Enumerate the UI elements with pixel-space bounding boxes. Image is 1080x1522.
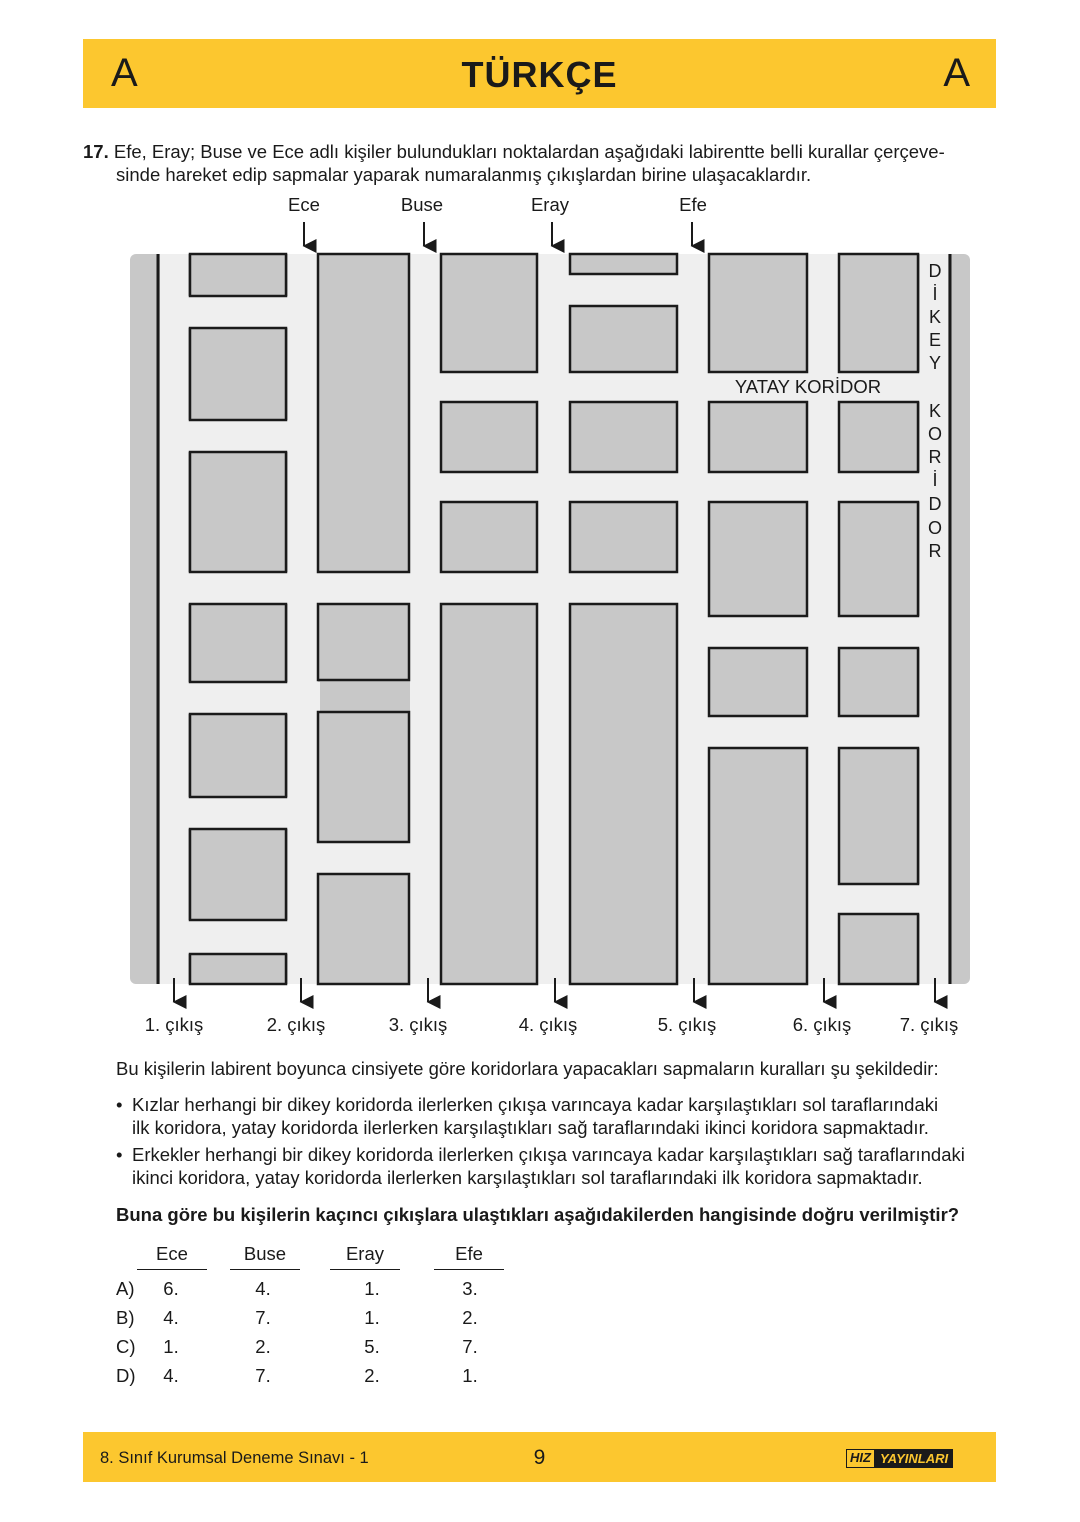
horizontal-corridor-label: YATAY KORİDOR xyxy=(734,376,882,397)
bullet-icon: • xyxy=(116,1144,123,1165)
logo-yayinlari: YAYINLARI xyxy=(875,1449,953,1468)
vertical-letter: K xyxy=(928,401,942,421)
vertical-letter: Y xyxy=(928,353,942,373)
vertical-letter: K xyxy=(928,307,942,327)
booklet-letter-right: A xyxy=(943,51,970,95)
vertical-letter: E xyxy=(928,330,942,350)
subject-title: TÜRKÇE xyxy=(461,54,618,95)
option-value: 1. xyxy=(364,1307,380,1328)
rule-boys xyxy=(116,1143,998,1189)
option-value: 3. xyxy=(462,1278,478,1299)
logo-hiz: HIZ xyxy=(846,1449,875,1468)
option-label: A) xyxy=(116,1278,135,1299)
answer-header-eray: Eray xyxy=(330,1243,400,1270)
exit-label-6: 6. çıkış xyxy=(792,1014,852,1035)
exit-label-7: 7. çıkış xyxy=(899,1014,959,1035)
start-arrows xyxy=(304,222,692,246)
option-value: 2. xyxy=(364,1365,380,1386)
option-value: 2. xyxy=(255,1336,271,1357)
exit-label-5: 5. çıkış xyxy=(657,1014,717,1035)
exit-label-1: 1. çıkış xyxy=(144,1014,204,1035)
vertical-letter: D xyxy=(928,261,942,281)
option-value: 7. xyxy=(255,1307,271,1328)
option-label: B) xyxy=(116,1307,135,1328)
question-number: 17. xyxy=(83,141,109,162)
answer-header-ece: Ece xyxy=(137,1243,207,1270)
vertical-letter: R xyxy=(928,541,942,561)
rules-intro: Bu kişilerin labirent boyunca cinsiyete göre koridorlara yapacakları sapmaların kuralları şu şekildedir: xyxy=(116,1058,939,1079)
vertical-letter: O xyxy=(927,424,943,444)
rule-girls-line-1: Kızlar herhangi bir dikey koridorda ilerlerken çıkışa varıncaya kadar karşılaştıkları sol taraflarındaki xyxy=(132,1094,939,1115)
vertical-letter: İ xyxy=(932,470,938,490)
start-label-buse: Buse xyxy=(400,194,444,215)
start-label-efe: Efe xyxy=(679,194,707,215)
start-label-eray: Eray xyxy=(530,194,570,215)
exit-label-4: 4. çıkış xyxy=(518,1014,578,1035)
option-value: 1. xyxy=(462,1365,478,1386)
page-number: 9 xyxy=(533,1446,546,1469)
option-label: D) xyxy=(116,1365,136,1386)
option-value: 4. xyxy=(255,1278,271,1299)
rule-girls-line-2: ilk koridora, yatay koridorda ilerlerken karşılaştıkları sağ taraflarındaki ikinci koridora sapmaktadır. xyxy=(132,1117,929,1138)
publisher-logo xyxy=(846,1449,953,1468)
booklet-letter-left: A xyxy=(111,51,138,95)
option-value: 6. xyxy=(163,1278,179,1299)
vertical-letter: D xyxy=(928,494,942,514)
vertical-letter: R xyxy=(928,447,942,467)
option-value: 7. xyxy=(462,1336,478,1357)
exit-label-2: 2. çıkış xyxy=(266,1014,326,1035)
answer-header-efe: Efe xyxy=(434,1243,504,1270)
option-value: 1. xyxy=(163,1336,179,1357)
option-value: 5. xyxy=(364,1336,380,1357)
answer-header-buse: Buse xyxy=(230,1243,300,1270)
rule-girls xyxy=(116,1093,998,1139)
option-value: 1. xyxy=(364,1278,380,1299)
option-value: 7. xyxy=(255,1365,271,1386)
question-line-1: Efe, Eray; Buse ve Ece adlı kişiler bulundukları noktalardan aşağıdaki labirentte belli kurallar çerçeve- xyxy=(113,141,945,162)
question-line-2: sinde hareket edip sapmalar yaparak numaralanmış çıkışlardan birine ulaşacaklardır. xyxy=(116,164,812,185)
exam-name: 8. Sınıf Kurumsal Deneme Sınavı - 1 xyxy=(100,1449,369,1467)
option-value: 2. xyxy=(462,1307,478,1328)
option-value: 4. xyxy=(163,1365,179,1386)
vertical-letter: O xyxy=(927,518,943,538)
vertical-letter: İ xyxy=(932,284,938,304)
start-label-ece: Ece xyxy=(288,194,320,215)
page-footer xyxy=(83,1432,996,1482)
option-label: C) xyxy=(116,1336,136,1357)
question-prompt: Buna göre bu kişilerin kaçıncı çıkışlara ulaştıkları aşağıdakilerden hangisinde doğru verilmiştir? xyxy=(116,1204,960,1225)
rule-boys-line-2: ikinci koridora, yatay koridorda ilerlerken karşılaştıkları sol taraflarındaki ilk koridora sapmaktadır. xyxy=(132,1167,923,1188)
option-value: 4. xyxy=(163,1307,179,1328)
exit-label-3: 3. çıkış xyxy=(388,1014,448,1035)
rule-boys-line-1: Erkekler herhangi bir dikey koridorda ilerlerken çıkışa varıncaya kadar karşılaştıkları sağ taraflarındaki xyxy=(132,1144,965,1165)
bullet-icon: • xyxy=(116,1094,123,1115)
